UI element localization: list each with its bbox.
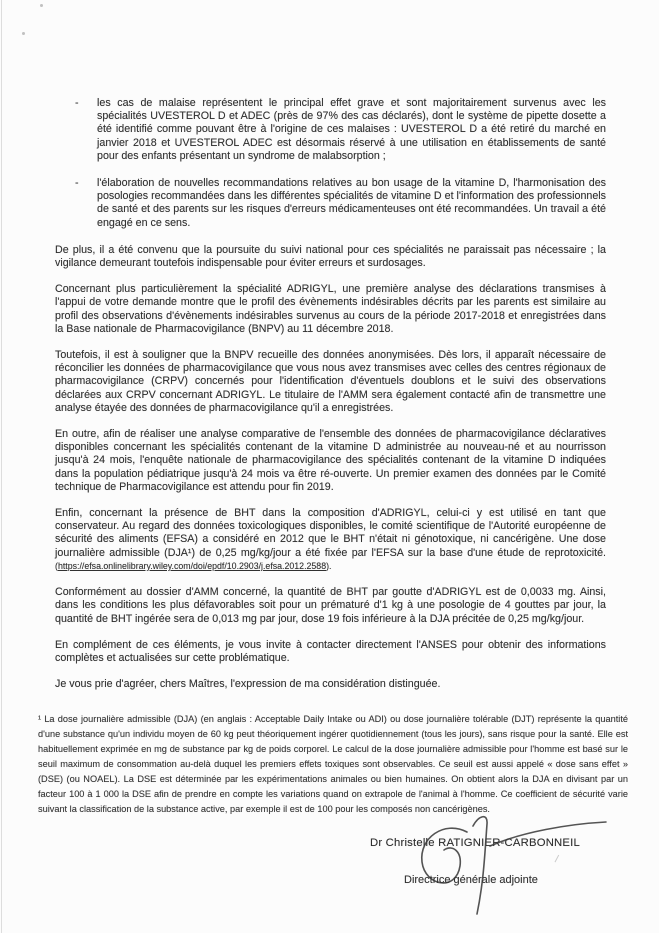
paragraph-bnpv-reconciliation: Toutefois, il est à souligner que la BNPV recueille des données anonymisées. Dès lors, il apparaît nécessaire de réconcilier les données de pharmacovigilance que vous nous avez transmises avec celles des centres régionaux de pharmacovigilance (CRPV) concernés pour l'identification d'éventuels doublons et le suivi des observations déclarées aux CRPV concernant ADRIGYL. Le titulaire de l'AMM sera également contacté afin de transmettre une analyse étayée des données de pharmacovigilance qu'il a enregistrées. [55, 349, 606, 414]
scan-speck [40, 4, 43, 7]
paragraph-anses: En complément de ces éléments, je vous invite à contacter directement l'ANSES pour obtenir des informations complètes et actualisées sur cette problématique. [55, 638, 606, 664]
scan-edge-artifact [1, 0, 2, 933]
handwritten-signature [410, 812, 625, 917]
paragraph-enquete-nationale: En outre, afin de réaliser une analyse comparative de l'ensemble des données de pharmacovigilance déclaratives disponibles concernant les spécialités contenant de la vitamine D administrée au nouveau-né et au nourrisson jusqu'à 24 mois, l'enquête nationale de pharmacovigilance des spécialités contenant de la vitamine D indiquées dans la population pédiatrique jusqu'à 24 mois va être ré-ouverte. Un premier examen des données par le Comité technique de Pharmacovigilance est attendu pour fin 2019. [55, 428, 606, 493]
paren-open: ( [55, 560, 58, 571]
bullet-item-malaise [55, 97, 606, 163]
paragraph-bht-text: Enfin, concernant la présence de BHT dans la composition d'ADRIGYL, celui-ci y est utilisé en tant que conservateur. Au regard des données toxicologiques disponibles, le comité scientifique de l'Autorité européenne de sécurité des aliments (EFSA) a considéré en 2012 que le BHT n'était ni génotoxique, ni cancérigène. Une dose journalière admissible (DJA¹) de 0,25 mg/kg/jour a été fixée par l'EFSA sur la base d'une étude de reprotoxicité. [55, 507, 606, 559]
letter-body [55, 97, 606, 691]
paragraph-bht-dose: Conformément au dossier d'AMM concerné, la quantité de BHT par goutte d'ADRIGYL est de 0,0033 mg. Ainsi, dans les conditions les plus défavorables soit pour un prématuré d'1 kg à une posologie de 4 gouttes par jour, la quantité de BHT ingérée sera de 0,013 mg par jour, dose 19 fois inférieure à la DJA précitée de 0,25 mg/kg/jour. [55, 586, 606, 625]
paragraph-suivi-national: De plus, il a été convenu que la poursuite du suivi national pour ces spécialités ne paraissait pas nécessaire ; la vigilance demeurant toutefois indispensable pour éviter erreurs et surdosages. [55, 243, 606, 270]
efsa-study-link[interactable]: https://efsa.onlinelibrary.wiley.com/doi/epdf/10.2903/j.efsa.2012.2588 [57, 560, 327, 571]
bullet-item-recommandations [55, 177, 606, 230]
bullet-dash: - [75, 177, 79, 190]
scan-speck [22, 32, 25, 35]
bullet-text: les cas de malaise représentent le principal effet grave et sont majoritairement survenus avec les spécialités UVESTEROL D et ADEC (près de 97% des cas déclarés), dont le système de pipette dosette a été identifié comme pouvant être à l'origine de ces malaises : UVESTEROL D a été retiré du marché en janvier 2018 et UVESTEROL ADEC est désormais réservé à une utilisation en établissements de santé pour des enfants présentant un syndrome de malabsorption ; [97, 97, 606, 162]
efsa-link-wrapper [55, 561, 331, 571]
paragraph-bht-efsa [55, 507, 606, 573]
paren-close: ). [326, 560, 332, 571]
signatory-title: Directrice générale adjointe [404, 874, 538, 886]
signatory-name: Dr Christelle RATIGNIER-CARBONNEIL [370, 837, 580, 849]
footnote-dja-definition: ¹ La dose journalière admissible (DJA) (en anglais : Acceptable Daily Intake ou ADI) ou dose journalière tolérable (DJT) représente la quantité d'une substance qu'un individu moyen de 60 kg peut théoriquement ingérer quotidiennement (tous les jours), sans risque pour la santé. Elle est habituellement exprimée en mg de substance par kg de poids corporel. Le calcul de la dose journalière admissible pour l'homme est basé sur le seuil maximum de consommation au-delà duquel les premiers effets toxiques sont observables. Ce seuil est aussi appelé « dose sans effet » (DSE) (ou NOAEL). La DSE est déterminée par les expérimentations animales ou bien humaines. On obtient alors la DJA en divisant par un facteur 100 à 1 000 la DSE afin de prendre en compte les variations quand on extrapole de l'animal à l'homme. Ce coefficient de sécurité varie suivant la classification de la substance active, par exemple il est de 100 pour les composés non cancérigènes. [38, 714, 628, 814]
paragraph-formule-politesse: Je vous prie d'agréer, chers Maîtres, l'expression de ma considération distinguée. [55, 678, 441, 691]
paragraph-adrigyl-analyse: Concernant plus particulièrement la spécialité ADRIGYL, une première analyse des déclarations transmises à l'appui de votre demande montre que le profil des évènements indésirables décrits par les parents est similaire au profil des observations d'évènements indésirables survenus au cours de la période 2017-2018 et enregistrées dans la Base nationale de Pharmacovigilance (BNPV) au 11 décembre 2018. [55, 283, 606, 335]
bullet-dash: - [75, 97, 79, 109]
bullet-text: l'élaboration de nouvelles recommandations relatives au bon usage de la vitamine D, l'harmonisation des posologies recommandées dans les différentes spécialités de vitamine D et l'information des professionnels de santé et des parents sur les risques d'erreurs médicamenteuses ont été recommandées. Un travail a été engagé en ce sens. [97, 177, 606, 229]
